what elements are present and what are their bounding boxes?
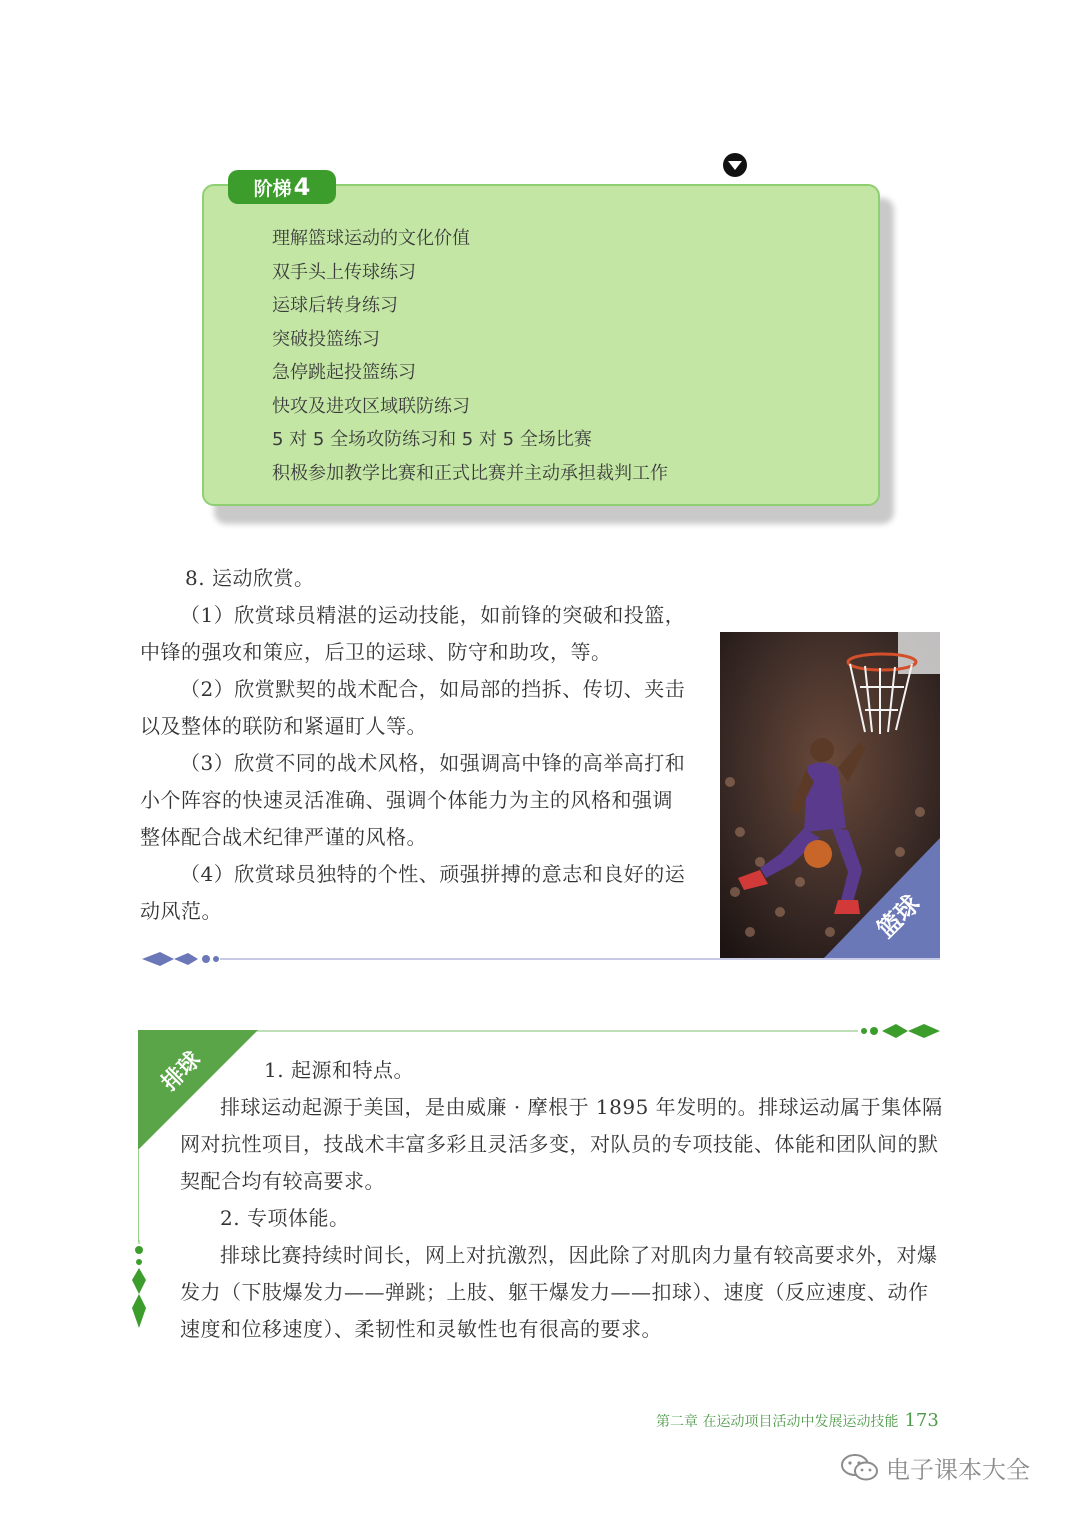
- step-item: 急停跳起投篮练习: [272, 362, 416, 383]
- step-tab-label: 阶梯: [253, 177, 292, 200]
- volleyball-paragraph: 排球运动起源于美国，是由威廉 · 摩根于 1895 年发明的。排球运动属于集体隔网对抗性项目，技战术丰富多彩且灵活多变，对队员的专项技能、体能和团队间的默契配合均有较高要求。: [180, 1095, 943, 1193]
- chevron-down-circle-icon: [722, 152, 748, 178]
- page-footer: [656, 1410, 939, 1431]
- basketball-paragraph: （4）欣赏球员独特的个性、顽强拼搏的意志和良好的运动风范。: [140, 862, 686, 923]
- step-item: 理解篮球运动的文化价值: [272, 228, 470, 249]
- chapter-title: 第二章 在运动项目活动中发展运动技能: [656, 1414, 899, 1430]
- ornament-divider: [140, 947, 940, 971]
- green-vertical-rule: [138, 1150, 139, 1242]
- ornament-divider: [138, 1018, 942, 1044]
- basketball-paragraph: （2）欣赏默契的战术配合，如局部的挡拆、传切、夹击以及整体的联防和紧逼盯人等。: [140, 677, 686, 738]
- step-tab: [228, 170, 336, 204]
- ornament-vertical: [126, 1240, 152, 1330]
- volleyball-heading: 1. 起源和特点。: [264, 1058, 414, 1082]
- volleyball-section: [180, 1052, 945, 1348]
- step-tab-number: 4: [293, 173, 311, 201]
- step-item: 积极参加教学比赛和正式比赛并主动承担裁判工作: [272, 462, 668, 484]
- step-item: 双手头上传球练习: [272, 261, 416, 283]
- volleyball-paragraph: 排球比赛持续时间长，网上对抗激烈，因此除了对肌肉力量有较高要求外，对爆发力（下肢爆发力——弹跳；上肢、躯干爆发力——扣球）、速度（反应速度、动作速度和位移速度）、柔韧性和灵敏性也有很高的要求。: [180, 1243, 938, 1341]
- step-list: [272, 222, 668, 490]
- step-item: 5 对 5 全场攻防练习和 5 对 5 全场比赛: [272, 429, 592, 450]
- basketball-appreciation: [140, 560, 688, 930]
- step-item: 快攻及进攻区域联防练习: [272, 395, 470, 417]
- volleyball-heading: 2. 专项体能。: [220, 1206, 350, 1230]
- watermark-text: 电子课本大全: [886, 1456, 1030, 1484]
- basketball-paragraph: （3）欣赏不同的战术风格，如强调高中锋的高举高打和小个阵容的快速灵活准确、强调个体能力为主的风格和强调整体配合战术纪律严谨的风格。: [140, 751, 686, 849]
- step-item: 运球后转身练习: [272, 295, 398, 316]
- step-item: 突破投篮练习: [272, 328, 380, 350]
- watermark: [840, 1450, 1030, 1485]
- volleyball-label: 排球: [157, 1047, 207, 1097]
- wechat-icon: [840, 1452, 880, 1484]
- basketball-paragraph: （1）欣赏球员精湛的运动技能，如前锋的突破和投篮，中锋的强攻和策应，后卫的运球、防守和助攻，等。: [140, 603, 686, 664]
- page-number: 173: [904, 1410, 939, 1431]
- basketball-heading: 8. 运动欣赏。: [185, 566, 315, 590]
- basketball-photo: [720, 632, 940, 958]
- basketball-label: 篮球: [871, 889, 926, 944]
